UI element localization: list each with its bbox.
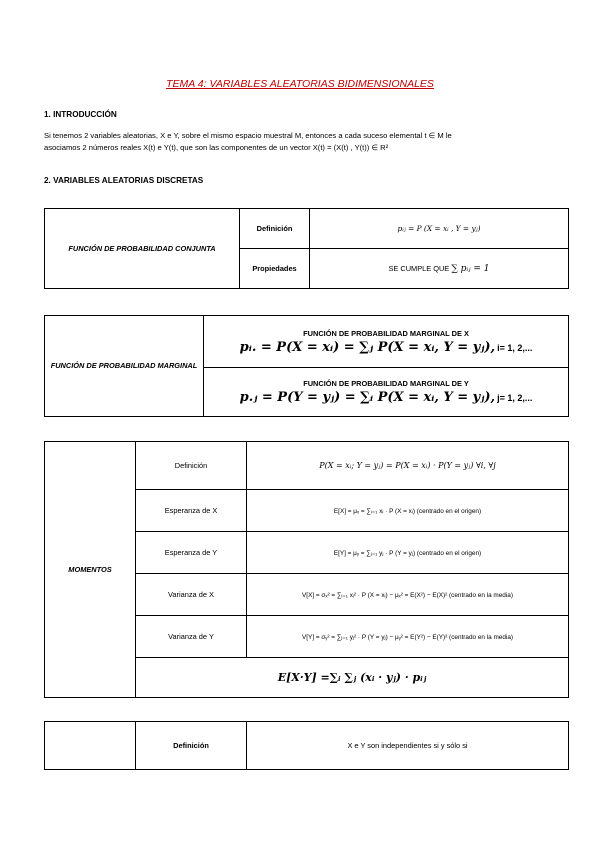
intro-line-1: Si tenemos 2 variables aleatorias, X e Y, sobre el mismo espacio muestral M, entonces a cada suceso elemental t ∈ M le	[44, 131, 452, 140]
moments-row-formula: V[Y] = σᵧ² = ∑ⱼ₌₁ yⱼ² · P (Y = yⱼ) − μᵧ² = E(Y²) − E(Y)² (centrado en la media)	[247, 616, 569, 658]
properties-text: SE CUMPLE QUE	[388, 263, 450, 273]
joint-definition-formula: pᵢⱼ = P (X = xᵢ , Y = yⱼ)	[310, 209, 569, 249]
independence-table	[44, 721, 569, 770]
independence-definition-text: X e Y son independientes si y sólo si	[247, 722, 569, 770]
marginal-x-formula: pᵢ. = P(X = xᵢ) = ∑ⱼ P(X = xᵢ, Y = yⱼ),	[239, 339, 496, 355]
marginal-probability-table	[44, 315, 569, 417]
section-heading-discretas: 2. VARIABLES ALEATORIAS DISCRETAS	[44, 176, 204, 185]
marginal-y-title: FUNCIÓN DE PROBABILIDAD MARGINAL DE Y	[303, 379, 469, 388]
moments-row-formula: E[Y] = μᵧ = ∑ⱼ₌₁ yⱼ · P (Y = yⱼ) (centrado en el origen)	[247, 532, 569, 574]
joint-probability-table	[44, 208, 569, 289]
moments-row-name: Varianza de Y	[136, 616, 247, 658]
moments-row-formula: V[X] = σₓ² = ∑ᵢ₌₁ xᵢ² · P (X = xᵢ) − μₓ² = E(X²) − E(X)² (centrado en la media)	[247, 574, 569, 616]
independence-definition-label: Definición	[136, 722, 247, 770]
properties-label: Propiedades	[240, 249, 310, 289]
moments-row-formula: P(X = xᵢ; Y = yⱼ) = P(X = xᵢ) · P(Y = yⱼ) ∀i, ∀j	[247, 442, 569, 490]
joint-probability-label: FUNCIÓN DE PROBABILIDAD CONJUNTA	[45, 209, 240, 289]
marginal-probability-label: FUNCIÓN DE PROBABILIDAD MARGINAL	[45, 316, 204, 417]
moments-row-name: Esperanza de Y	[136, 532, 247, 574]
moments-table	[44, 441, 569, 698]
independence-label	[45, 722, 136, 770]
joint-properties-cell	[310, 249, 569, 289]
marginal-y-index: j= 1, 2,...	[497, 393, 533, 403]
moments-row-name: Esperanza de X	[136, 490, 247, 532]
marginal-y-formula: p.ⱼ = P(Y = yⱼ) = ∑ᵢ P(X = xᵢ, Y = yⱼ),	[239, 390, 495, 405]
definition-label: Definición	[240, 209, 310, 249]
marginal-x-index: i= 1, 2,...	[497, 342, 533, 353]
moments-label: MOMENTOS	[45, 442, 136, 698]
intro-line-2: asociamos 2 números reales X(t) e Y(t), que son las componentes de un vector X(t) = (X(t) , Y(t)) ∈ R²	[44, 143, 389, 152]
page-title: TEMA 4: VARIABLES ALEATORIAS BIDIMENSIONALES	[166, 78, 434, 90]
moments-row-formula: E[X] = μₓ = ∑ᵢ₌₁ xᵢ · P (X = xᵢ) (centrado en el origen)	[247, 490, 569, 532]
moments-product-formula: E[X·Y] =∑ᵢ ∑ⱼ (xᵢ · yⱼ) · pᵢⱼ	[136, 658, 569, 698]
moments-row-name: Varianza de X	[136, 574, 247, 616]
marginal-x-title: FUNCIÓN DE PROBABILIDAD MARGINAL DE X	[303, 328, 469, 338]
marginal-y-cell	[204, 368, 569, 417]
properties-formula: ∑ pᵢⱼ = 1	[451, 263, 490, 274]
section-heading-introduccion: 1. INTRODUCCIÓN	[44, 110, 117, 119]
moments-row-name: Definición	[136, 442, 247, 490]
marginal-x-cell	[204, 316, 569, 368]
